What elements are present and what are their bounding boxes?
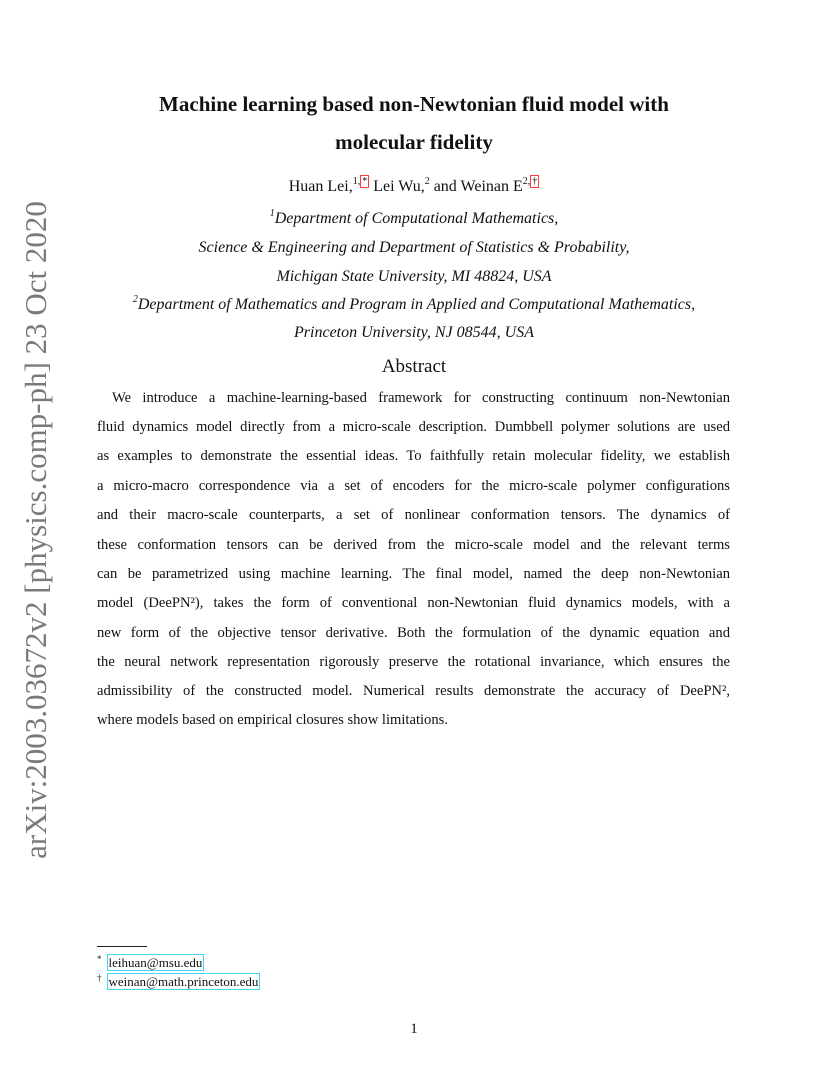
abstract-line: model (DeePN²), takes the form of conventional non-Newtonian fluid dynamics models, with a [97,595,730,611]
affiliation-1-marker: 1 [269,208,275,219]
affiliation-2-text: Department of Mathematics and Program in Applied and Computational Mathematics, [137,296,696,313]
affiliation-1-line-2: Science & Engineering and Department of Statistics & Probability, [198,239,630,256]
author-2-name: Lei Wu, [373,178,425,195]
footnote-2 [97,973,260,990]
abstract-line: and their macro-scale counterparts, a set of nonlinear conformation tensors. The dynamics of [97,507,730,523]
author-2-affil: 2 [424,176,430,187]
footnote-divider [97,946,147,947]
abstract-line: a micro-macro correspondence via a set of encoders for the micro-scale polymer configurations [97,478,730,494]
author-1-affil: 1, [352,176,361,187]
abstract-line: admissibility of the constructed model. Numerical results demonstrate the accuracy of DeePN², [97,683,730,699]
page-number: 1 [410,1021,418,1037]
abstract-line: fluid dynamics model directly from a micro-scale description. Dumbbell polymer solutions are used [97,419,730,435]
abstract-line: We introduce a machine-learning-based framework for constructing continuum non-Newtonian [112,390,730,406]
author-3-affil: 2, [522,176,531,187]
footnote-1 [97,954,204,971]
abstract-line: these conformation tensors can be derived from the micro-scale model and the relevant terms [97,537,730,553]
footnote-1-email-link[interactable]: leihuan@msu.edu [108,955,203,970]
footnote-2-mark: † [97,973,102,983]
footnote-1-mark: * [97,954,102,964]
abstract-line: the neural network representation rigorously preserve the rotational invariance, which ensures the [97,654,730,670]
author-1-name: Huan Lei, [288,178,353,195]
affiliation-2-marker: 2 [132,294,138,305]
affiliation-2-line-1 [0,296,828,314]
author-1-footnote-link[interactable]: * [362,176,368,187]
arxiv-identifier: arXiv:2003.03672v2 [physics.comp-ph] 23 Oct 2020 [18,201,53,859]
paper-title-line-1: Machine learning based non-Newtonian fluid model with [159,92,669,116]
footnote-2-email-link[interactable]: weinan@math.princeton.edu [108,974,259,989]
author-list [0,178,828,196]
affiliation-1-line-1 [0,210,828,228]
abstract-heading: Abstract [381,356,447,377]
abstract-line: as examples to demonstrate the essential ideas. To faithfully retain molecular fidelity, we establish [97,448,730,464]
paper-title-line-2: molecular fidelity [335,130,493,154]
affiliation-1-line-3: Michigan State University, MI 48824, USA [276,268,552,285]
affiliation-2-line-2: Princeton University, NJ 08544, USA [294,324,534,341]
author-3-footnote-link[interactable]: † [532,176,538,187]
author-3-name: and Weinan E [433,178,523,195]
abstract-line: where models based on empirical closures show limitations. [97,712,448,728]
abstract-line: new form of the objective tensor derivative. Both the formulation of the dynamic equation and [97,625,730,641]
abstract-line: can be parametrized using machine learning. The final model, named the deep non-Newtonian [97,566,730,582]
affiliation-1-text: Department of Computational Mathematics, [274,210,559,227]
